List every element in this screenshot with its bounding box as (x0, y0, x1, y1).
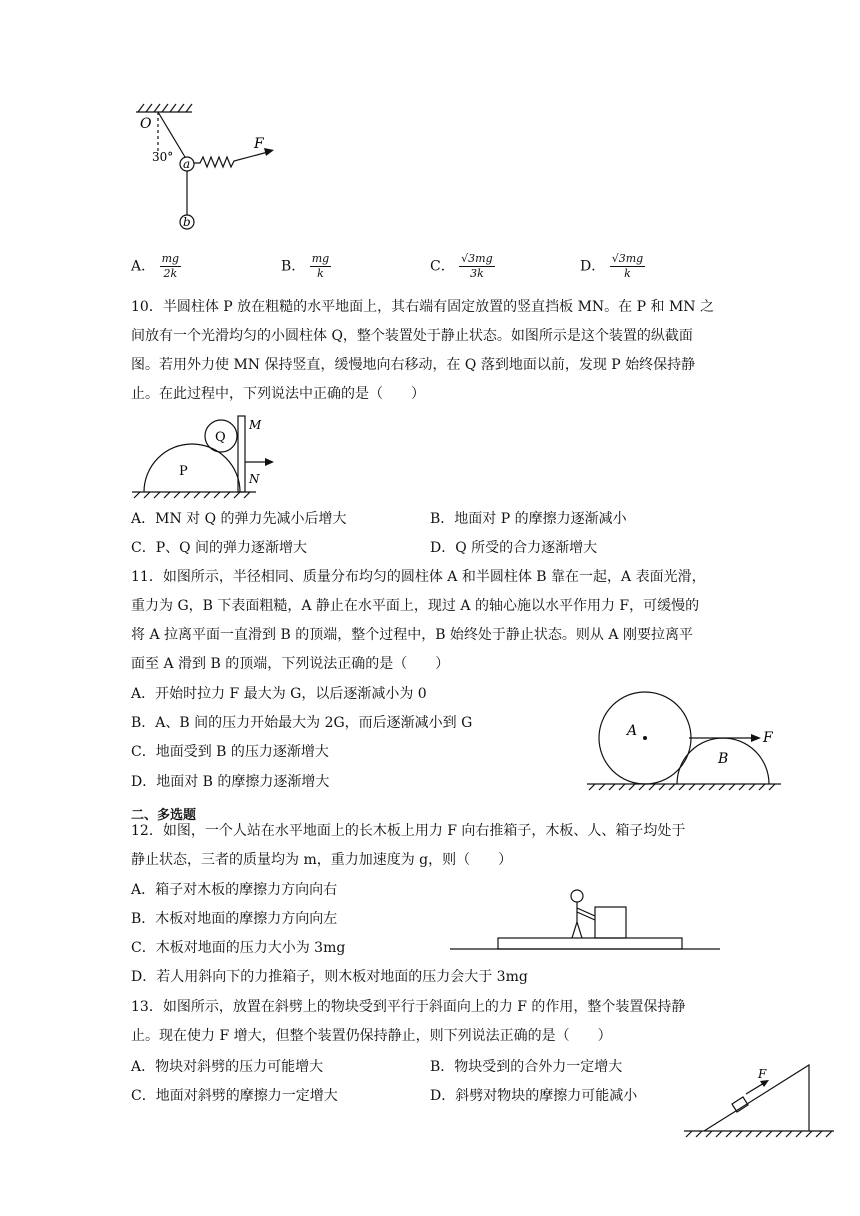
q10-label-n: N (249, 472, 260, 486)
q10-stem-line-4: 止。在此过程中，下列说法中正确的是（ ） (131, 386, 425, 402)
q9-option-d-letter: D． (580, 258, 606, 275)
q9-option-a[interactable] (131, 252, 181, 281)
q10-label-m: M (249, 418, 262, 432)
q13-stem-line-2: 止。现在使力 F 增大，但整个装置仍保持静止，则下列说法正确的是（ ） (131, 1028, 612, 1044)
q12-option-d[interactable]: D．若人用斜向下的力推箱子，则木板对地面的压力会大于 3mg (131, 969, 528, 985)
q13-option-c[interactable]: C．地面对斜劈的摩擦力一定增大 (131, 1088, 338, 1104)
q11-label-b: B (718, 751, 729, 767)
q9-option-b-letter: B． (281, 258, 306, 275)
q10-stem-line-3: 图。若用外力使 MN 保持竖直，缓慢地向右移动，在 Q 落到地面以前，发现 P 始终保持静 (131, 357, 696, 373)
q9-option-b-den: k (317, 267, 324, 280)
q10-option-d[interactable]: D．Q 所受的合力逐渐增大 (430, 540, 598, 556)
q10-option-c[interactable]: C．P、Q 间的弹力逐渐增大 (131, 540, 308, 556)
q12-option-a[interactable]: A．箱子对木板的摩擦力方向向右 (131, 882, 338, 898)
q9-option-a-den: 2k (163, 267, 178, 280)
q11-stem-line-3: 将 A 拉离平面一直滑到 B 的顶端，整个过程中，B 始终处于静止状态。则从 A 刚要拉离平 (131, 627, 693, 643)
q9-option-c[interactable] (430, 252, 495, 281)
q13-figure (680, 1060, 840, 1140)
q11-option-b[interactable]: B．A、B 间的压力开始最大为 2G，而后逐渐减小到 G (131, 715, 473, 731)
q9-option-a-letter: A． (131, 258, 156, 275)
q9-label-a: a (183, 157, 191, 171)
q10-label-q: Q (215, 430, 226, 445)
q12-option-b[interactable]: B．木板对地面的摩擦力方向向左 (131, 911, 338, 927)
q9-figure (128, 100, 288, 240)
q9-option-c-den: 3k (470, 267, 484, 280)
q12-option-c[interactable]: C．木板对地面的压力大小为 3mg (131, 940, 346, 956)
q11-option-d[interactable]: D．地面对 B 的摩擦力逐渐增大 (131, 774, 330, 790)
q9-label-b: b (183, 215, 191, 229)
q11-stem-line-4: 面至 A 滑到 B 的顶端，下列说法正确的是（ ） (131, 656, 450, 672)
q9-option-c-fraction (459, 252, 494, 281)
q11-option-a[interactable]: A．开始时拉力 F 最大为 G，以后逐渐减小为 0 (131, 686, 427, 702)
q13-stem-line-1: 13．如图所示，放置在斜劈上的物块受到平行于斜面向上的力 F 的作用，整个装置保持静 (131, 999, 686, 1015)
q13-option-a[interactable]: A．物块对斜劈的压力可能增大 (131, 1059, 324, 1075)
section-title-multiple-choice: 二、多选题 (131, 808, 197, 823)
q9-option-d-num: √3mg (611, 252, 644, 265)
q12-stem-line-1: 12．如图，一个人站在水平地面上的长木板上用力 F 向右推箱子，木板、人、箱子均处于 (131, 823, 686, 839)
q9-label-angle: 30° (152, 150, 174, 164)
q9-option-b-fraction (310, 252, 331, 281)
q9-option-d-fraction (610, 252, 645, 281)
q9-option-a-fraction (160, 252, 181, 281)
q12-figure (448, 880, 728, 960)
q10-option-a[interactable]: A．MN 对 Q 的弹力先减小后增大 (131, 511, 347, 527)
q9-option-a-num: mg (161, 252, 180, 265)
q9-option-c-letter: C． (430, 258, 455, 275)
q9-option-c-num: √3mg (461, 252, 493, 265)
q9-label-o: O (140, 116, 152, 132)
q12-stem-line-2: 静止状态，三者的质量均为 m，重力加速度为 g，则（ ） (131, 852, 513, 868)
q9-option-b-num: mg (311, 252, 330, 265)
q10-stem-line-1: 10．半圆柱体 P 放在粗糙的水平地面上，其右端有固定放置的竖直挡板 MN。在 P 和 MN 之 (131, 299, 714, 315)
q9-option-b[interactable] (281, 252, 331, 281)
q13-option-d[interactable]: D．斜劈对物块的摩擦力可能减小 (430, 1088, 638, 1104)
q9-label-f: F (254, 136, 264, 152)
q11-option-c[interactable]: C．地面受到 B 的压力逐渐增大 (131, 744, 329, 760)
q9-option-d-den: k (624, 267, 631, 280)
q10-label-p: P (179, 464, 188, 479)
q11-stem-line-2: 重力为 G，B 下表面粗糙，A 静止在水平面上，现过 A 的轴心施以水平作用力 F，可缓慢的 (131, 598, 700, 614)
q11-figure (585, 680, 785, 792)
q10-stem-line-2: 间放有一个光滑均匀的小圆柱体 Q，整个装置处于静止状态。如图所示是这个装置的纵截面 (131, 328, 693, 344)
q10-option-b[interactable]: B．地面对 P 的摩擦力逐渐减小 (430, 511, 627, 527)
q9-option-d[interactable] (580, 252, 645, 281)
q11-label-f: F (763, 730, 773, 746)
q10-figure (128, 412, 288, 500)
q11-label-a: A (627, 723, 638, 739)
q13-option-b[interactable]: B．物块受到的合外力一定增大 (430, 1059, 623, 1075)
q13-label-f: F (758, 1067, 767, 1081)
q11-stem-line-1: 11．如图所示，半径相同、质量分布均匀的圆柱体 A 和半圆柱体 B 靠在一起，A 表面光滑， (131, 569, 706, 585)
